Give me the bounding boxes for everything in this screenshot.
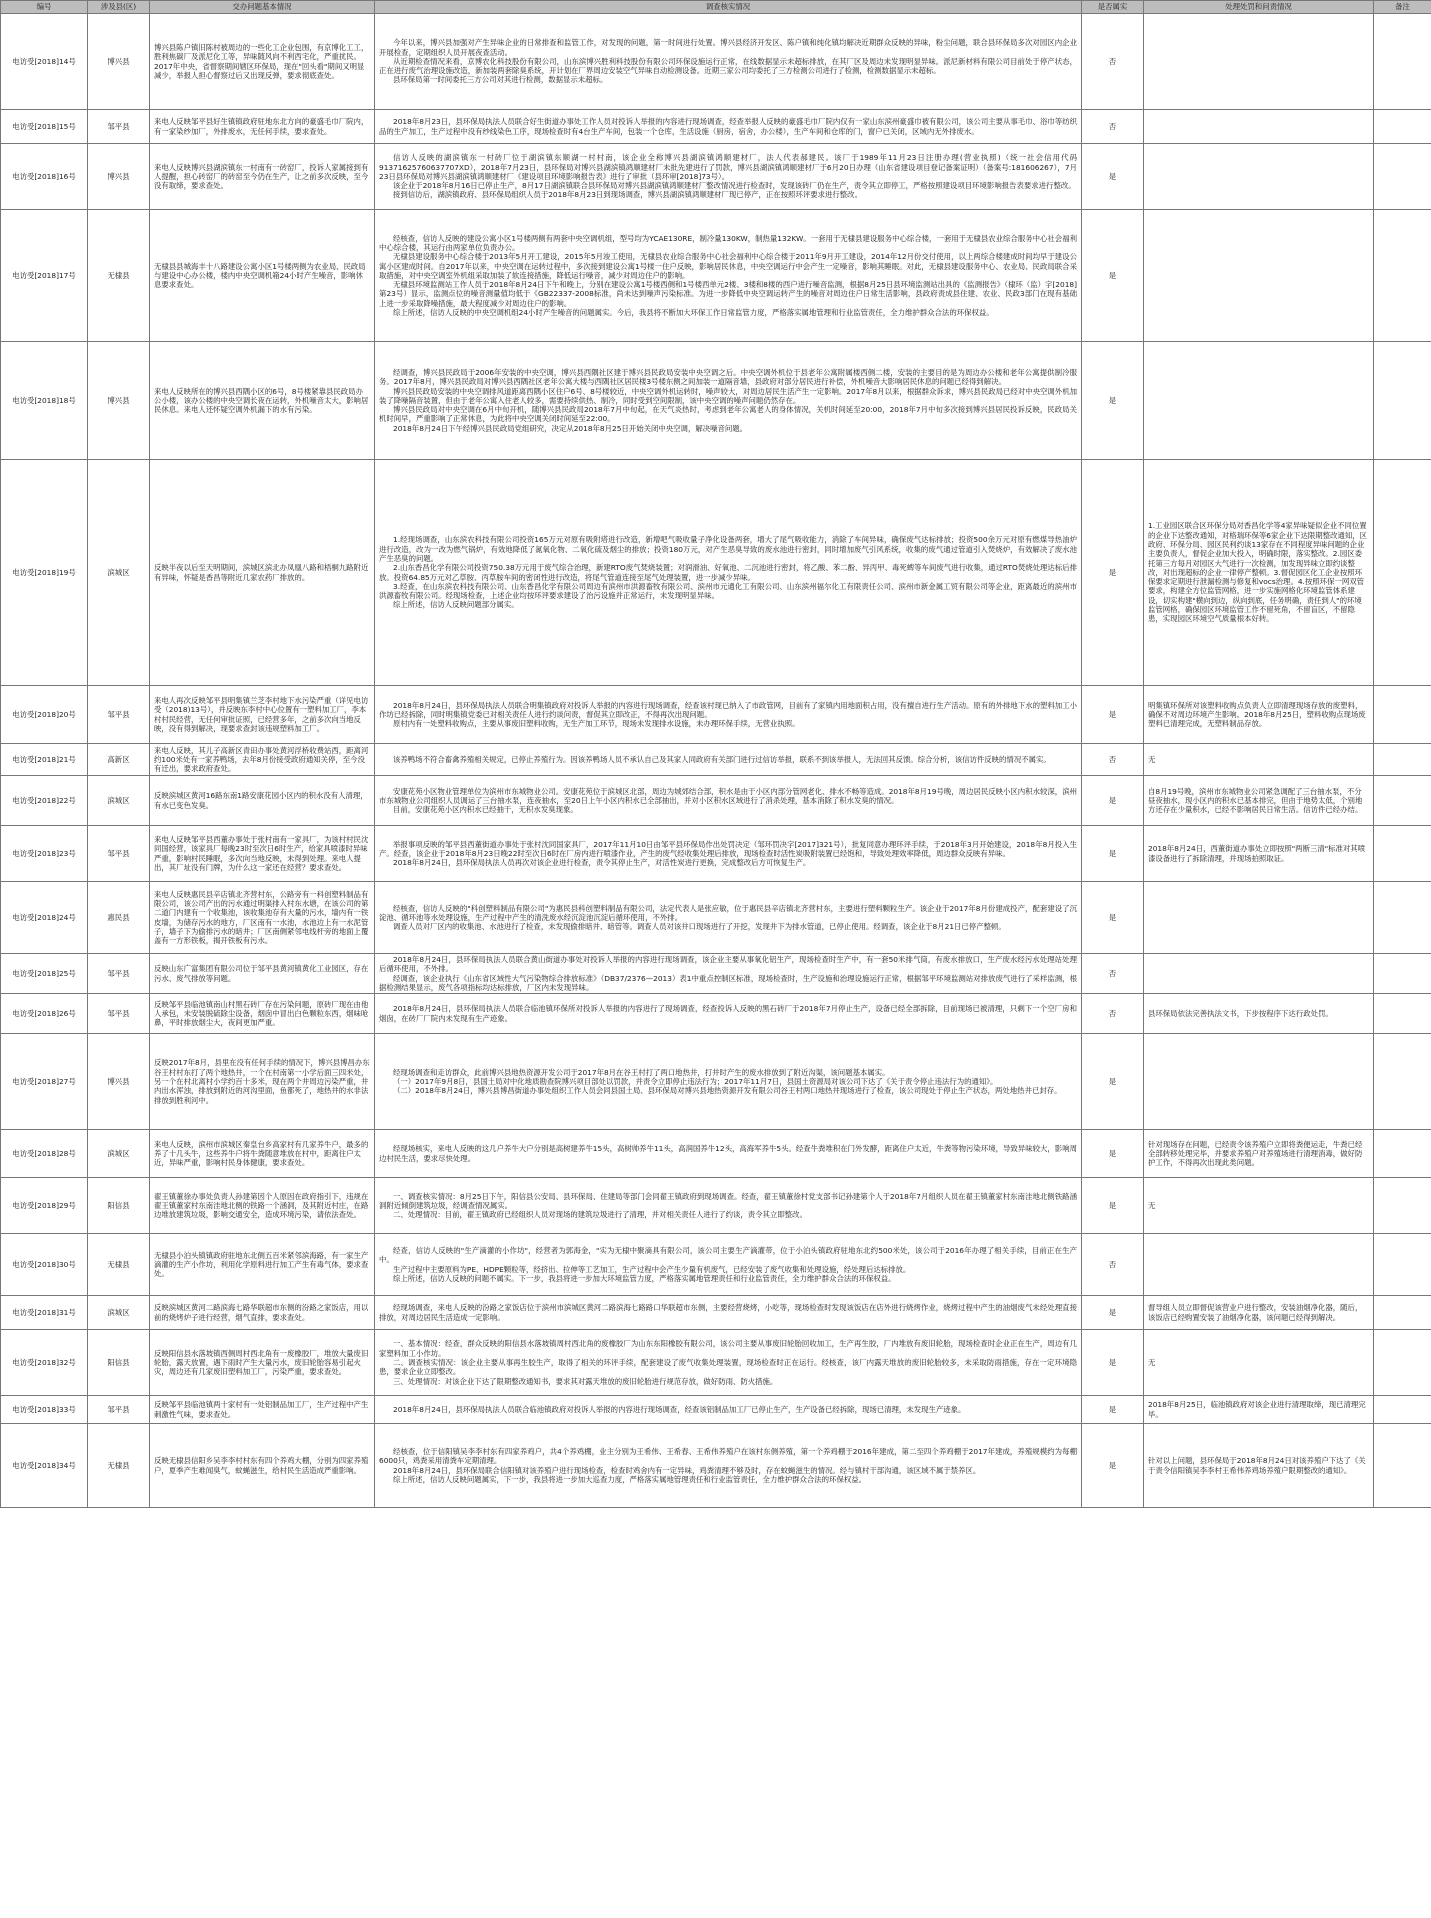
survey-paragraph: 调查人员对厂区内的收集池、水池进行了检查，未发现偷排暗井、暗管等。调查人员对该井口现场进行了开挖，发现井下为排水管道，已停止使用。经调查，该企业于8月21日已停产整顿。: [393, 922, 1006, 932]
row-real: 是: [1082, 826, 1144, 882]
table-row: [1, 1296, 1431, 1330]
row-note: [1374, 460, 1431, 686]
row-id: 电访受[2018]30号: [1, 1234, 88, 1296]
table-row: [1, 144, 1431, 210]
row-county: 博兴县: [88, 144, 150, 210]
row-issue: 反映2017年8月，县里在没有任何手续的情况下，博兴县博昌办东谷王村村东打了两个地热井，一个在村南第一小学后面三四米处，另一个在村北离村小学约百十多米，现在两个井周边污染严重，井内出水浑浊，排放到附近的河沟里面，鱼都死了，地热井的水非法排放到胜利河中。: [150, 1034, 375, 1130]
row-id: 电访受[2018]14号: [1, 14, 88, 110]
row-id: 电访受[2018]17号: [1, 210, 88, 342]
survey-paragraph: 接到信访后，湖滨镇政府、县环保局组织人员于2018年8月23日到现场调查，博兴县湖滨镇鸿顺建材厂现已停产，正在按照环评要求进行整改。: [393, 190, 862, 200]
survey-paragraph: 2.山东香昌化学有限公司投资750.38万元用于废气综合治理，新建RTO废气焚烧装置；对润滑油、好氧池、二沉池进行密封，将乙酸、苯二酚、异丙甲、毒死蜱等车间废气进行收集，通过RTO焚烧处理达标后排放。投资64.85万元对乙草胺、丙草胺车间的密闭性进行改造，将尾气管道连接至尾气处理装置，进一步减少异味。: [379, 563, 1077, 582]
header-issue: 交办问题基本情况: [150, 1, 375, 14]
header-row: [1, 1, 1431, 14]
table-row: [1, 744, 1431, 776]
row-real: 否: [1082, 14, 1144, 110]
survey-paragraph: 信访人反映的湖滨镇东一村砖厂位于湖滨镇东顺湖一村村南，该企业全称博兴县湖滨镇鸿顺建材厂，法人代表郝建民。该厂于1989年11月23日注册办理(营业执照)（统一社会信用代码91371625760637707XD），2018年7月23日，县环保局对博兴县湖滨镇鸿顺建材厂未批先建进行了罚款，博兴县湖滨镇鸿顺建材厂于6月20日办理（山东省建设项目登记备案证明）（备案号:181606267），7月23日县环保局对博兴县湖滨镇鸿顺建材厂《建设项目环境影响报告表》进行了审批（县环审[2018]73号）。: [379, 153, 1077, 181]
survey-paragraph: 2018年8月24日，县环保局联合信阳镇对该养殖户进行现场检查，检查时鸡舍内有一定异味，鸡粪清理不够及时，存在蚊蝇滋生的情况。经与镇村干部沟通，该区域不属于禁养区。: [393, 1465, 981, 1475]
row-issue: 反映邹平县临池镇两十家村有一处铝制品加工厂，生产过程中产生刺激性气味，要求查处。: [150, 1396, 375, 1424]
row-handling: [1144, 342, 1374, 460]
survey-paragraph: 从近期检查情况来看，京博农化科技股份有限公司，山东滨博兴胜利科技股份有限公司环保设施运行正常，在线数据显示未超标排放，在其厂区及周边未发现明显异味。派尼新材料有限公司目前处于停产状态，正在进行废气治理设施改造，新加装两套除臭系统，开计划在厂界周边安装空气异味自动检测设备。近期三家公司均委托了三方检测公司进行了检测，检测数据显示未超标。: [379, 56, 1077, 76]
row-county: 无棣县: [88, 1234, 150, 1296]
row-id: 电访受[2018]21号: [1, 744, 88, 776]
row-issue: 反映滨城区黄河二路滨海七路华联超市东侧的汾路之家饭店，用以前的烧烤炉子进行经营，烟气直排，要求查处。: [150, 1296, 375, 1330]
row-note: [1374, 342, 1431, 460]
row-note: [1374, 144, 1431, 210]
row-handling: 无: [1144, 1178, 1374, 1234]
row-note: [1374, 110, 1431, 144]
row-id: 电访受[2018]31号: [1, 1296, 88, 1330]
row-handling: [1144, 954, 1374, 994]
row-note: [1374, 826, 1431, 882]
row-id: 电访受[2018]18号: [1, 342, 88, 460]
row-note: [1374, 1296, 1431, 1330]
row-note: [1374, 1424, 1431, 1508]
row-survey: [375, 954, 1082, 994]
row-handling: 1.工业园区联合区环保分局对香昌化学等4家异味疑似企业不同位置的企业下达整改通知，对格瑞环保等6家企业下达限期整改通知，区政府、环保分局、园区民利约谈13家存在不同程度异味问题的企业主要负责人，督促企业加大投入，明确时限，落实整改。2.园区委托第三方每月对园区大气进行一次检测，加发现异味立即约谈整改，对出现超标的企业一律停产整顿。3.督促园区化工企业按照环保要求定期进行泄漏检测与修复和vocs治理。4.按照环保一网双管要求，构建全方位监管网格，进一步实施网格化环境监管体系建设，切实构建"横向到边，纵向到底，任务明确，责任到人"的环境监管网格，确保园区环境监管工作不留死角，不留盲区，不留隐患，实现园区环境空气质量根本好转。: [1144, 460, 1374, 686]
row-survey: [375, 1396, 1082, 1424]
survey-paragraph: 一、调查核实情况：8月25日下午，阳信县公安局、县环保局、住建局等部门会同翟王镇政府到现场调查。经查，翟王镇董徐村党支部书记孙建第个人于2018年7月组织人员在翟王镇董家村东南洼地北侧铁路涵洞附近倾倒建筑垃圾，经调查情况属实。: [379, 1191, 1077, 1211]
row-county: 高新区: [88, 744, 150, 776]
survey-paragraph: 无棣县环境监测站工作人员于2018年8月24日下午和晚上，分别在建设公寓1号楼西侧和1号楼西单元2楼、3楼和8楼的西户进行噪音监测，根据8月25日县环境监测站出具的《监测报告》（棣环（监）字[2018]第23号）显示，监测点位的噪音测量值均低于《GB22337-2008标准，尚未达到噪声污染标准。为进一步降低中央空调运转产生的噪音对周边住户日常生活影响，县政府责成县住建、农业、民政3部门在现有基础上进一步采取降噪措施，最大程度减少对周边住户的影响。: [379, 280, 1077, 308]
row-issue: 来电人再次反映邹平县明集镇兰芝李村地下水污染严重（详见电访受（2018)13号），并反映东李村中心位置有一塑料加工厂，李本村村民经营，无任何审批证照，已经营多年，之前多次向当地反映，没有得到解决，现要求查封该违规塑料加工厂。: [150, 686, 375, 744]
row-real: 是: [1082, 1396, 1144, 1424]
survey-paragraph: 经调查，博兴县民政局于2006年安装的中央空调，博兴县西隅社区建于博兴县民政局安装中央空调之后。中央空调外机位于县老年公寓附属楼西侧二楼，安装的主要目的是为周边办公楼和老年公寓提供制冷服务。2017年8月，博兴县民政局对博兴县西隅社区老年公寓大楼与西隅社区居民楼3号楼东侧之间加装一道隔音墙，县政府对部分居民进行补偿，外机噪音大影响居民休息的问题已经得到解决。: [379, 367, 1077, 387]
survey-paragraph: （一）2017年9月8日，县国土局对中化地质勘查院博兴项目部处以罚款，并责令立即停止违法行为；2017年11月7日，县国土资源局对该公司下达了《关于责令停止违法行为的通知》。: [393, 1077, 998, 1087]
survey-paragraph: 2018年8月24日，县环保局执法人员联合临池镇政府对投诉人举报的内容进行现场调查，经查该铝制品加工厂已停止生产，生产设备已经拆除，现场已清理，未发现生产迹象。: [393, 1405, 966, 1415]
table-row: [1, 826, 1431, 882]
row-handling: 2018年8月24日，西董街道办事处立即按照"两断三清"标准对其喷漆设备进行了拆除清理，并现场拍照取证。: [1144, 826, 1374, 882]
row-county: 邹平县: [88, 954, 150, 994]
row-id: 电访受[2018]16号: [1, 144, 88, 210]
row-survey: [375, 1296, 1082, 1330]
survey-paragraph: 2018年8月24日，县环保局执法人员联合黄山街道办事处对投诉人举报的内容进行现场调查，该企业主要从事氧化铝生产，现场检查时生产中，有一套50米排气筒，有废水排放口，生产废水经污水处理站处理后循环使用，不外排。: [379, 955, 1077, 974]
row-id: 电访受[2018]33号: [1, 1396, 88, 1424]
row-note: [1374, 1130, 1431, 1178]
row-county: 无棣县: [88, 1424, 150, 1508]
row-survey: [375, 1234, 1082, 1296]
row-id: 电访受[2018]24号: [1, 882, 88, 954]
row-handling: 明集镇环保所对该塑料收购点负责人立即清理现场存放的废塑料，确保不对周边环境产生影响。2018年8月25日，塑料收购点现场废塑料已清理完成，无塑料制品存放。: [1144, 686, 1374, 744]
row-county: 滨城区: [88, 1130, 150, 1178]
row-id: 电访受[2018]28号: [1, 1130, 88, 1178]
row-real: 否: [1082, 954, 1144, 994]
row-note: [1374, 744, 1431, 776]
row-issue: 来电人反映博兴县湖滨镇东一村南有一砖窑厂，投诉人家属接到有人提醒，担心砖窑厂的砖窑至今仍在生产，让之前多次反映，至今没有取缔，要求查处。: [150, 144, 375, 210]
row-issue: 无棣县县城海丰十八路建设公寓小区1号楼两侧为农业局、民政局与建设中心办公楼，楼内中央空调机箱24小时产生噪音，影响休息要求查处。: [150, 210, 375, 342]
row-handling: [1144, 110, 1374, 144]
survey-paragraph: 目前，安康花苑小区内积水已经抽干，无积水发臭现象。: [393, 805, 578, 815]
row-issue: 来电人反映所在的博兴县西隅小区的6号，8号楼紧靠县民政局办公小楼，该办公楼的中央空调长夜在运转，外机噪音太大，影响居民休息。来电人还怀疑空调外机漏下的水有污染。: [150, 342, 375, 460]
table-row: [1, 686, 1431, 744]
row-county: 邹平县: [88, 1396, 150, 1424]
row-handling: 2018年8月25日，临池镇政府对该企业进行清理取缔，现已清理完毕。: [1144, 1396, 1374, 1424]
row-real: 是: [1082, 1130, 1144, 1178]
survey-paragraph: 生产过程中主要原料为PE、HDPE颗粒等，经挤出、拉伸等工艺加工，生产过程中会产生少量有机废气，已经安装了废气收集和处理设施，经处理后达标排放。: [393, 1264, 911, 1274]
row-note: [1374, 1330, 1431, 1396]
header-note: 备注: [1374, 1, 1431, 14]
survey-paragraph: 综上所述，信访人反映问题属实，下一步，我县将进一步加大巡查力度，严格落实属地管理责任和行业监管责任，全力维护群众合法的环保权益。: [393, 1474, 867, 1484]
table-row: [1, 14, 1431, 110]
row-survey: [375, 994, 1082, 1034]
survey-paragraph: 2018年8月24日下午经博兴县民政局党组研究，决定从2018年8月25日开始关闭中央空调，解决噪音问题。: [393, 423, 748, 433]
row-real: 是: [1082, 686, 1144, 744]
survey-paragraph: 2018年8月24日，县环保局执法人员联合临池镇环保所对投诉人举报的内容进行了现场调查，经查投诉人反映的黑石砖厂于2018年7月停止生产，设备已经全部拆除，目前现场已被清理，只剩下一个空厂房和烟囱，在砖厂厂院内未发现有生产迹象。: [379, 1004, 1077, 1023]
survey-paragraph: 经核查，信访人反映的"科创塑料制品有限公司"为惠民县科创塑料制品有限公司，法定代表人是张应敏，位于惠民县辛店镇北齐营村东，主要进行塑料颗粒生产。该企业于2017年8月份建成投产，配套建设了沉淀池、循环池等水处理设施，生产过程中产生的清洗废水经沉淀池沉淀后循环使用，不外排。: [379, 903, 1077, 922]
row-county: 惠民县: [88, 882, 150, 954]
survey-paragraph: 综上所述，信访人反映的中央空调机组24小时产生噪音的问题属实。今后，我县将不断加大环保工作日常监管力度，严格落实属地管理和行业监管责任，全力维护群众合法的环保权益。: [393, 308, 994, 318]
row-survey: [375, 1330, 1082, 1396]
row-id: 电访受[2018]25号: [1, 954, 88, 994]
row-handling: [1144, 882, 1374, 954]
row-survey: [375, 14, 1082, 110]
row-survey: [375, 1178, 1082, 1234]
row-id: 电访受[2018]29号: [1, 1178, 88, 1234]
row-issue: 来电人反映邹平县西董办事处于张村南有一家具厂，为该村村民沈同国经营，该家具厂每晚23时至次日6时生产，给家具喷漆时异味严重，影响村民睡眠，多次向当地反映，未得到处理。来电人提出，其厂址没有门牌，为什么这一家还在经营？要求查处。: [150, 826, 375, 882]
row-handling: 针对现场存在问题，已经责令该养殖户立即将粪便运走，牛粪已经全部转移处理完毕，并要求养殖户对养殖场进行清理消毒，做好防护工作，不得再次出现此类问题。: [1144, 1130, 1374, 1178]
survey-paragraph: 博兴县民政局对中央空调在6月中旬开机，随博兴县民政局2018年7月中旬起，在天气炎热时，考虑到老年公寓老人的身体情况，关机时间延至20:00，2018年7月中旬多次接到博兴县居民投诉反映，民政局关机时间早，严重影响了正常休息，为此将中央空调关闭时间延至22:00。: [379, 405, 1077, 424]
survey-paragraph: 经现场调查和走访群众，此前博兴县地热资源开发公司于2017年8月在谷王村打了两口地热井，打井时产生的废水排放到了附近沟渠，该问题基本属实。: [393, 1067, 890, 1077]
row-issue: 博兴县陈户镇旧陈村被周边的一些化工企业包围，有京博化工工，胜利焦碳厂及派尼化工等，异味随风向不利西宅化，严重扰民。2017年中央，省督察期间辖区环保局，现在"回头看"期间又明显减少，举报人担心督察过后又出现反弹，要求彻底查处。: [150, 14, 375, 110]
survey-paragraph: 无棣县建设服务中心综合楼于2013年5月开工建设，2015年5月竣工使用，无棣县农业综合服务中心社会福利中心综合楼于2011年9月开工建设，2014年12月份交付使用，以上两综合楼建成时间均早于建设公寓小区建成时间。自2017年以来，中央空调在运转过程中，多次接到建设公寓1号楼一住户反映，影响居民休息，中央空调运行中会产生一定噪音，影响其睡眠。对此，无棣县建设服务中心、农业局、民政局联合采取措施，对中央空调室外机组采取加装了软连接措施，降低运行噪音，减少对周边住户的影响。: [379, 252, 1077, 280]
header-survey: 调查核实情况: [375, 1, 1082, 14]
row-note: [1374, 776, 1431, 826]
row-real: 是: [1082, 1296, 1144, 1330]
row-note: [1374, 1234, 1431, 1296]
survey-paragraph: 1.经现场调查，山东滨农科技有限公司投资165万元对原有吸附塔进行改造，新增吧气吸收量子净化设备两套，增大了尾气吸收能力，消除了车间异味，确保废气达标排放；投资500余万元对原有燃煤导热油炉进行改造，改为一改为燃气锅炉，有效地降低了氮氧化物、二氧化硫及烟尘的排放；投资180万元，对产生恶臭导致的废水池进行密封，同时增加废气引风系统，收集的废气通过管道引入焚烧炉，有效解决了废水池产生恶臭的问题。: [379, 535, 1077, 563]
row-issue: 来电人反映，滨州市滨城区秦皇台乡高家村有几家养牛户，最多的养了十几头牛，这些养牛户将牛粪随意堆放在村中，距离住户太近，异味严重，影响村民身体健康，要求查处。: [150, 1130, 375, 1178]
row-survey: [375, 744, 1082, 776]
survey-paragraph: 博兴县民政局安装的中央空调排风道距离西隅小区住户6号、8号楼较近，中央空调外机运转时，噪声较大，对周边居民生活产生一定影响。2017年8月以来，根据群众诉求，博兴县民政局已经对中央空调外机加装了降噪隔音装置，但由于老年公寓入住老人较多，需要持续供热、制冷，同时受到空间限制，该中央空调的噪声问题仍然存在。: [379, 386, 1077, 405]
row-county: 博兴县: [88, 342, 150, 460]
row-county: 邹平县: [88, 994, 150, 1034]
row-handling: 针对以上问题，县环保局于2018年8月24日对该养殖户下达了《关于责令信阳镇吴李李村王希伟养鸡场养殖户限期整改的通知》。: [1144, 1424, 1374, 1508]
row-survey: [375, 1130, 1082, 1178]
row-real: 是: [1082, 882, 1144, 954]
row-survey: [375, 1034, 1082, 1130]
survey-paragraph: 二、调查核实情况：该企业主要从事再生胶生产，取得了相关的环评手续，配套建设了废气收集处理装置，现场检查时正在运行。经核查，该厂内露天堆放的废旧轮胎较多，未采取防雨措施，存在一定环境隐患，要求企业立即整改。: [379, 1358, 1077, 1377]
row-handling: 自8月19号晚，滨州市东城物业公司紧急调配了三台抽水泵，不分昼夜抽水，现小区内的积水已基本排完，但由于地势太低，个别地方还存在少量积水，已经不影响居民日常生活。信访件已经办结。: [1144, 776, 1374, 826]
row-id: 电访受[2018]26号: [1, 994, 88, 1034]
row-survey: [375, 776, 1082, 826]
survey-paragraph: 该企业于2018年8月16日已停止生产，8月17日湖滨镇联合县环保局对博兴县湖滨镇鸿顺建材厂整改情况进行检查时，发现该砖厂仍在生产，责令其立即停工，严格按照建设项目环境影响报告表要求进行整改。: [393, 181, 1076, 191]
row-survey: [375, 686, 1082, 744]
row-issue: 来电人反映，其儿子高新区青田办事处黄河浮桥收费站西，距离河约100米处有一家养鸭场，去年8月份接受政府通知关停，至今没有迁出，要求政府查处。: [150, 744, 375, 776]
row-county: 滨城区: [88, 460, 150, 686]
survey-paragraph: 经调查，该企业执行《山东省区域性大气污染物综合排放标准》（DB37/2376—2013）表1中重点控制区标准，现场检查时，生产设施和治理设施运行正常，根据邹平环境监测站对排放废气进行了采样监测，根据检测结果显示，废气各项指标均达标排放，厂区内未发现异味。: [379, 973, 1077, 992]
row-county: 无棣县: [88, 210, 150, 342]
row-handling: [1144, 210, 1374, 342]
table-row: [1, 882, 1431, 954]
row-real: 否: [1082, 1234, 1144, 1296]
row-county: 邹平县: [88, 110, 150, 144]
row-id: 电访受[2018]32号: [1, 1330, 88, 1396]
header-real: 是否属实: [1082, 1, 1144, 14]
row-handling: [1144, 1034, 1374, 1130]
row-county: 博兴县: [88, 1034, 150, 1130]
row-id: 电访受[2018]15号: [1, 110, 88, 144]
survey-paragraph: 经现场核实，来电人反映的这几户养牛大户分别是高树建养牛15头，高树帅养牛11头，高润国养牛12头，高海军养牛5头。经查牛粪堆积在门外发酵，距离住户太近，牛粪等物污染环境，导致异味较大，影响周边村民生活，要求尽快处理。: [379, 1144, 1077, 1163]
survey-paragraph: 2018年8月23日，县环保局执法人员联合好生街道办事处工作人员对投诉人举报的内容进行现场调查，经查举报人反映的豪盛毛巾厂院内仅有一家山东滨州豪盛巾被有限公司，该公司主要从事毛巾、浴巾等纺织品的生产加工，生产过程中没有纱线染色工序，现场检查时有4台生产车间，包装一个仓库，生活设施（厨房，宿舍，办公楼），生产车间和仓库的门，窗户已关闭，区域内无外排废水。: [379, 117, 1077, 136]
row-id: 电访受[2018]23号: [1, 826, 88, 882]
row-real: 是: [1082, 1424, 1144, 1508]
table-row: [1, 994, 1431, 1034]
row-county: 博兴县: [88, 14, 150, 110]
survey-paragraph: 2018年8月24日，县环保局执法人员联合明集镇政府对投诉人举报的内容进行现场调查，经查该村现已纳入了市政管网，目前有了家镇内用地面积占用，没有擅自进行生产活动。原有的外排地下水的塑料加工小作坊已经拆除，同时明集镇党委已对相关责任人进行约谈问责，督促其立即改正，不得再次出现问题。: [379, 700, 1077, 719]
row-note: [1374, 1034, 1431, 1130]
row-survey: [375, 210, 1082, 342]
row-issue: 翟王镇董徐办事处负责人孙建第因个人原因在政府指引下，违规在翟王镇董家村东南洼地北侧的铁路一个涵洞，及其附近村庄，在路边堆放建筑垃圾，影响交通安全，造成环境污染，请依法查处。: [150, 1178, 375, 1234]
table-row: [1, 1130, 1431, 1178]
row-id: 电访受[2018]20号: [1, 686, 88, 744]
table-row: [1, 1234, 1431, 1296]
table-row: [1, 1034, 1431, 1130]
row-real: 是: [1082, 144, 1144, 210]
row-handling: 督导组人员立即督促该营业户进行整改，安装油烟净化器，随后，该饭店已经购置安装了油烟净化器，该问题已经得到解决。: [1144, 1296, 1374, 1330]
row-issue: 反映滨城区黄河16路东南1路安康花园小区内的积水没有人清理，有水已变色发臭。: [150, 776, 375, 826]
row-issue: 反映阳信县水落坡镇西侧周村西北角有一废橡胶厂，堆放大量废旧轮胎，露天放置，遇下雨时产生大量污水，废旧轮胎容易引起火灾，周边还有几家废旧塑料加工厂，污染严重，要求查处。: [150, 1330, 375, 1396]
row-id: 电访受[2018]22号: [1, 776, 88, 826]
row-survey: [375, 110, 1082, 144]
row-issue: 来电人反映邹平县好生镇镇政府驻地东北方向的豪盛毛巾厂院内，有一家染纱加厂，外排废水，无任何手续，要求查处。: [150, 110, 375, 144]
row-handling: 无: [1144, 744, 1374, 776]
table-row: [1, 1330, 1431, 1396]
row-note: [1374, 1178, 1431, 1234]
survey-paragraph: 举报事项反映的邹平县西董街道办事处于张村沈同国家具厂，2017年11月10日由邹平县环保局作出处罚决定（邹环罚决字[2017]321号），批复同意办理环评手续，于2018年3月开始建设，2018年8月投入生产。经查，该企业于2018年8月23日晚22时至次日6时在厂房内进行喷漆作业，产生的废气经收集处理后排放，现场检查时活性炭吸附装置已经饱和，导致处理效率降低，周边群众反映有异味。: [379, 839, 1077, 858]
row-survey: [375, 342, 1082, 460]
row-real: 是: [1082, 342, 1144, 460]
table-row: [1, 776, 1431, 826]
row-survey: [375, 460, 1082, 686]
table-row: [1, 954, 1431, 994]
survey-paragraph: （二）2018年8月24日，博兴县博昌街道办事处组织工作人员会同县国土局、县环保局对博兴县地热资源开发有限公司谷王村两口地热井现场进行了检查，该公司现处于停止生产状态，两处地热井已封存。: [393, 1086, 1062, 1096]
table-row: [1, 210, 1431, 342]
row-issue: 反映邹平县临池镇南山村黑石砖厂存在污染问题，原砖厂现在由他人承包，未安装脱硫除尘设备，烟囱中冒出白色颗粒东西，烟味呛鼻，平时排放烟尘大，夜间更加严重。: [150, 994, 375, 1034]
row-county: 滨城区: [88, 1296, 150, 1330]
row-note: [1374, 882, 1431, 954]
row-issue: 来电人反映惠民县辛店镇北齐营村东，公路旁有一科创塑料制品有限公司，该公司产出的污水通过明渠排入村东水塘，在该公司的第二道门内建有一个收集池，该收集池存有大量的污水，墙内有一铁皮墙，为储存污水的地方，厂区南有一水池，水池边上有一水泥管子，墙子下为偷排污水的暗井；厂区南侧紧邻电线杆旁的地面上覆盖有一方形铁板，揭开铁板有污水。: [150, 882, 375, 954]
row-note: [1374, 954, 1431, 994]
row-handling: [1144, 144, 1374, 210]
row-county: 滨城区: [88, 776, 150, 826]
table-row: [1, 1396, 1431, 1424]
header-id: 编号: [1, 1, 88, 14]
survey-paragraph: 综上所述，信访人反映问题部分属实。: [393, 600, 519, 610]
row-issue: 反映山东广富集团有限公司位于邹平县黄河镇黄化工业园区，存在污水、废气排放等问题。: [150, 954, 375, 994]
table-row: [1, 1178, 1431, 1234]
row-survey: [375, 882, 1082, 954]
survey-paragraph: 县环保局第一时间委托三方公司对其进行检测，数据显示未超标。: [393, 75, 608, 85]
row-issue: 反映无棣县信阳乡吴李李村村东有四个养鸡大棚，分别为四家养殖户，夏季产生难闻臭气，蚊蝇滋生，给村民生活造成严重影响。: [150, 1424, 375, 1508]
row-real: 是: [1082, 1034, 1144, 1130]
survey-paragraph: 安康花苑小区物业管理单位为滨州市东城物业公司。安康花苑位于滨城区北部，周边为城郊结合部，积水是由于小区内部分管网老化、排水不畅等造成。2018年8月19号晚，周边居民反映小区内积水较深，滨州市东城物业公司组织人员调运了三台抽水泵，连夜抽水，至20日上午小区内积水已全部抽出，并对小区积水区域进行了消杀处理，基本消除了积水发臭的情况。: [379, 786, 1077, 805]
row-real: 否: [1082, 744, 1144, 776]
row-real: 是: [1082, 210, 1144, 342]
row-note: [1374, 1396, 1431, 1424]
survey-paragraph: 经核查，信访人反映的建设公寓小区1号楼两侧有两套中央空调机组，型号均为YCAE130RE，制冷量130KW，制热量132KW。一套用于无棣县建设服务中心综合楼，一套用于无棣县农业综合服务中心社会福利中心综合楼，其运行由两家单位负责办公。: [379, 233, 1077, 252]
row-real: 是: [1082, 776, 1144, 826]
row-county: 阳信县: [88, 1330, 150, 1396]
survey-paragraph: 经核查，位于信阳镇吴李李村东有四家养鸡户，共4个养鸡棚，业主分别为王希伟、王希春、王希伟养殖户在该村东侧养殖，第一个养鸡棚于2016年建成，第二至四个养鸡棚于2017年建成，养殖规模约为每棚6000只，鸡粪采用清粪车定期清理。: [379, 1447, 1077, 1466]
row-note: [1374, 14, 1431, 110]
row-id: 电访受[2018]27号: [1, 1034, 88, 1130]
survey-paragraph: 该养鸭场不符合畜禽养殖相关规定，已停止养殖行为。因该养鸭场人员不承认自己及其家人同政府有关部门进行过信访举报，联系不到该举报人，无法回其反馈。综合分析，该信访件反映的情况不属实。: [393, 754, 1051, 764]
survey-paragraph: 一、基本情况：经查，群众反映的阳信县水落坡镇周村西北角的废橡胶厂为山东东阳橡胶有限公司，该公司主要从事废旧轮胎回收加工，生产再生胶，厂内堆放有废旧轮胎，现场检查时企业正在生产，周边有几家塑料加工小作坊。: [379, 1339, 1077, 1358]
row-survey: [375, 1424, 1082, 1508]
row-real: 是: [1082, 1330, 1144, 1396]
table-row: [1, 460, 1431, 686]
survey-paragraph: 2018年8月24日，县环保局执法人员再次对该企业进行检查，责令其停止生产，对活性炭进行更换，完成整改后方可恢复生产。: [393, 858, 811, 868]
row-real: 是: [1082, 460, 1144, 686]
survey-paragraph: 经查，信访人反映的"生产滴灌的小作坊"，经营者为郭海金，"实为无棣中聚滴具有限公司，该公司主要生产滴灌带，位于小泊头镇政府驻地东北约500米处，该公司于2016年办理了相关手续，目前正在生产中。: [379, 1246, 1077, 1265]
row-id: 电访受[2018]34号: [1, 1424, 88, 1508]
row-handling: 无: [1144, 1330, 1374, 1396]
survey-paragraph: 3.经查，在山东滨农科技有限公司、山东香昌化学有限公司周边有滨州市洪源畜牧有限公司、滨州市元通化工有限公司、山东滨州福尔化工有限责任公司、滨州市新金属工贸有限公司等企业，距离最近的滨州市洪源畜牧有限公司。经现场检查，上述企业均按环评要求建设了治污设施并正常运行，未发现明显异味。: [379, 581, 1077, 601]
row-note: [1374, 210, 1431, 342]
header-handling: 处理处罚和问责情况: [1144, 1, 1374, 14]
survey-paragraph: 三、处理情况：对该企业下达了限期整改通知书，要求其对露天堆放的废旧轮胎进行规范存放，做好防雨、防火措施。: [393, 1376, 778, 1386]
row-handling: [1144, 14, 1374, 110]
survey-paragraph: 今年以来，博兴县加强对产生异味企业的日常排查和监管工作，对发现的问题，第一时间进行处置。博兴县经济开发区、陈户镇和纯化镇均解决近期群众反映的异味，粉尘问题，联合县环保局多次对园区内企业开展检查，定期组织人员开展夜查活动。: [379, 38, 1077, 57]
survey-paragraph: 二、处理情况：目前，翟王镇政府已经组织人员对现场的建筑垃圾进行了清理，并对相关责任人进行了约谈，责令其立即整改。: [393, 1210, 807, 1220]
row-survey: [375, 144, 1082, 210]
row-survey: [375, 826, 1082, 882]
row-county: 阳信县: [88, 1178, 150, 1234]
row-real: 是: [1082, 1178, 1144, 1234]
row-county: 邹平县: [88, 686, 150, 744]
row-real: 否: [1082, 110, 1144, 144]
row-issue: 无棣县小泊头镇镇政府驻地东北侧五百米紧邻滨海路，有一家生产滴灌的生产小作坊，利用化学原料进行加工产生有毒气体，要求查处。: [150, 1234, 375, 1296]
survey-paragraph: 原村内有一处塑料收购点，主要从事废旧塑料收购，无生产加工环节，现场未发现排水设施，未办理环保手续，无营业执照。: [393, 719, 800, 729]
table-row: [1, 342, 1431, 460]
row-handling: 县环保局依法完善执法文书，下步按程序下达行政处罚。: [1144, 994, 1374, 1034]
table-row: [1, 1424, 1431, 1508]
survey-paragraph: 经现场调查，来电人反映的汾路之家饭店位于滨州市滨城区黄河二路滨海七路路口华联超市东侧，主要经营烧烤，小吃等，现场检查时发现该饭店在店外进行烧烤作业，烧烤过程中产生的油烟废气未经处理直接排放，对周边居民生活造成一定影响。: [379, 1303, 1077, 1322]
row-note: [1374, 994, 1431, 1034]
survey-paragraph: 综上所述，信访人反映的问题不属实。下一步，我县将进一步加大环境监管力度，严格落实属地管理责任和行业监管责任，全力维护群众合法的环保权益。: [393, 1273, 896, 1283]
header-county: 涉及县(区): [88, 1, 150, 14]
row-county: 邹平县: [88, 826, 150, 882]
table-row: [1, 110, 1431, 144]
row-note: [1374, 686, 1431, 744]
row-handling: [1144, 1234, 1374, 1296]
row-real: 否: [1082, 994, 1144, 1034]
row-id: 电访受[2018]19号: [1, 460, 88, 686]
row-issue: 反映半夜以后至天明期间，滨城区滨北办凤凰八路和梧桐九路附近有异味，怀疑是香昌等附近几家农药厂排放的。: [150, 460, 375, 686]
